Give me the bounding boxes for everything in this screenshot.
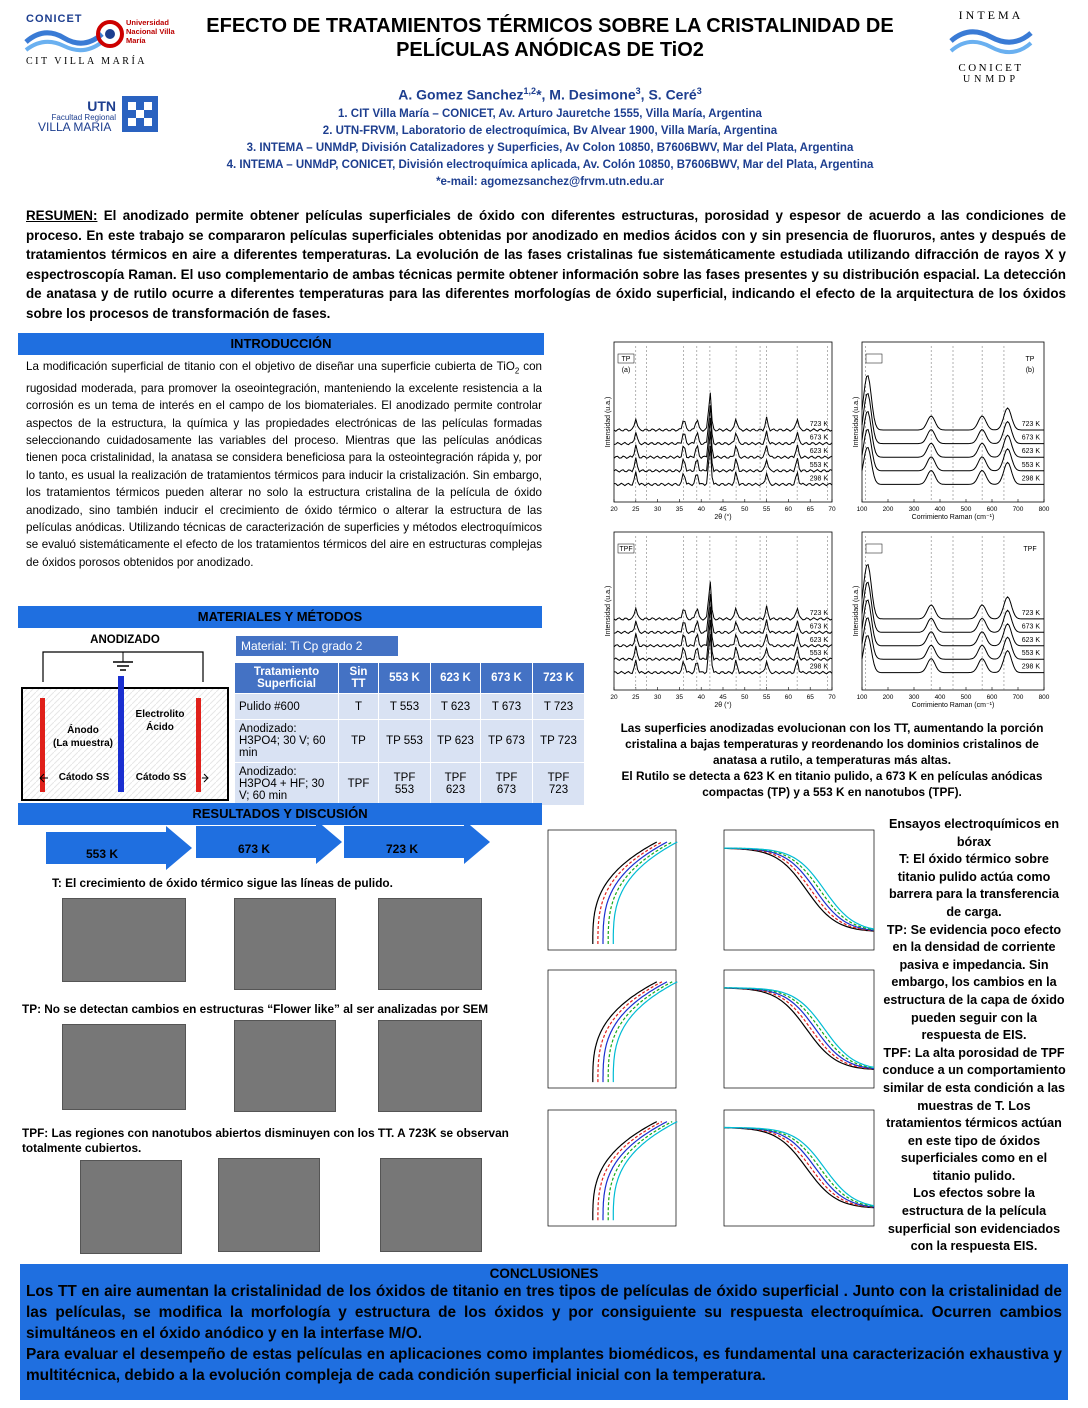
temperature-label: 553 K: [809, 650, 828, 658]
anode-label: Ánodo (La muestra): [52, 725, 113, 749]
methods-heading: MATERIALES Y MÉTODOS: [18, 606, 542, 628]
utn-logo: [38, 96, 158, 134]
panel-sublabel: (a): [621, 367, 631, 374]
axis-tick-label: 65: [806, 694, 814, 701]
axis-label: 2θ (°): [714, 514, 732, 521]
sem-caption-tp: TP: No se detectan cambios en estructuras “Flower like” al ser analizadas por SEM: [22, 1002, 489, 1016]
authors: A. Gomez Sanchez$^{1,2}$*, M. Desimone$^3$, S. Ceré$^3$: [398, 86, 702, 103]
axis-tick-label: 30: [653, 506, 662, 513]
axis-tick-label: 35: [675, 694, 684, 701]
axis-tick-label: 60: [784, 694, 793, 701]
axis-tick-label: 40: [697, 506, 705, 513]
table-header: Tratamiento Superficial: [235, 663, 339, 694]
utn-logo-city: VILLA MARIA: [38, 120, 112, 134]
temperature-label: 673 K: [809, 623, 828, 631]
table-header: 723 K: [533, 663, 585, 694]
intro-text: La modificación superficial de titanio con el objetivo de diseñar una superficie cubierta de TiO$_2$ con rugosidad moderada, para promover la oseointegración, manteniendo la excelente resistencia a la corrosión es un tema de interés en el campo de los biomateriales. El anodizado permite controlar aspectos de la estructura, la química y las propiedades electrónicas de las películas formadas seleccionando cuidadosamente las variables del proceso. Mientras que las películas anódicas tienen poca cristalinidad, la anatasa se considera beneficiosa para la osteointegración rápida y, por lo tanto, es usual la realización de tratamientos térmicos para inducir la cristalización. Sin embargo, los tratamientos térmicos pueden alterar no solo la estructura cristalina de la película de óxido anodizado, sino también inducir el crecimiento de óxido térmico o alterar la estructura de las películas anódicas. Utilizando técnicas de caracterización de superficies y métodos electroquímicos se evaluó sistemáticamente el efecto de los tratamientos térmicos del aire en estructuras complejas de óxidos porosos obtenidos por anodizado.: [26, 360, 542, 569]
abstract-text: El anodizado permite obtener películas superficiales de óxido con diferentes estructuras, porosidad y espesor de acuerdo a las condiciones de proceso. En este trabajo se compararon películas superficiales obtenidas por anodizado en medios ácidos con y sin presencia de fluoruros, antes y después de tratamientos térmicos en aire a diferentes temperaturas. La evolución de las fases cristalinas fue sistemáticamente estudiada utilizando difracción de rayos X y espectroscopía Raman. El uso complementario de ambas técnicas permite obtener información sobre las fases presentes y su distribución espacial. La detección de anatasa y de rutilo ocurre a diferentes temperaturas para las diferentes morfologías de óxido superficial, indicando el efecto de la arquitectura de los óxidos sobre los procesos de transformación de fases.: [26, 208, 1066, 321]
axis-tick-label: 70: [828, 694, 836, 701]
affiliation-4: 4. INTEMA – UNMdP, CONICET, División electroquímica aplicada, Av. Colón 10850, B7606BWV, Mar del Plata, Argentina: [226, 159, 874, 171]
abstract: [26, 206, 1066, 323]
temperature-label: 723 K: [1021, 609, 1040, 617]
sem-image-t-553: [62, 898, 186, 982]
axis-label: Corrimiento Raman (cm⁻¹): [911, 514, 995, 521]
axis-tick-label: 55: [762, 506, 771, 513]
sem-image-tpf-673: [218, 1158, 320, 1252]
axis-tick-label: 800: [1038, 694, 1050, 701]
axis-tick-label: 700: [1012, 694, 1024, 701]
conclusions-box: [20, 1264, 1068, 1400]
electrochem-note-t: T: El óxido térmico sobre titanio pulido actúa como barrera para la transferencia de carga.: [888, 852, 1060, 919]
intema-wave-icon: [947, 23, 1035, 57]
temperature-label: 623 K: [1021, 448, 1040, 456]
axis-label: 2θ (°): [714, 702, 732, 709]
temperature-label: 673 K: [809, 434, 828, 442]
xrd-caption: Las superficies anodizadas evolucionan con los TT, aumentando la porción cristalina a bajas temperaturas y reordenando los dominios cristalinos de anatasa a rutilo, a temperaturas más altas. El Rutilo se detecta a 623 K en titanio pulido, a 673 K en películas anódicas compactas (TP) y a 553 K en nanotubos (TPF).: [620, 721, 1044, 799]
intro-heading: INTRODUCCIÓN: [18, 333, 544, 355]
axis-tick-label: 500: [960, 506, 972, 513]
electrochem-note-end: Los efectos sobre la estructura de la película superficial son evidenciados con la respuesta EIS.: [887, 1186, 1061, 1254]
affiliations: [150, 106, 950, 191]
conclusions-p2: Para evaluar el desempeño de estas películas en aplicaciones como implantes biomédicos, es fundamental una caracterización exhaustiva y multitécnica, debido a la evolución compleja de cada condición superficial inicial con la temperatura.: [26, 1346, 1062, 1384]
sem-image-tp-553: [62, 1024, 186, 1110]
temperature-label: 298 K: [809, 475, 828, 483]
electrolyte-label: Electrolito Ácido: [135, 709, 185, 733]
sem-image-t-723: [378, 898, 482, 990]
axis-label: Intensidad (u.a.): [605, 396, 612, 448]
unmdp-text: UNMDP: [962, 74, 1020, 85]
sem-image-tp-723: [378, 1020, 482, 1112]
axis-tick-label: 35: [675, 506, 684, 513]
axis-tick-label: 50: [741, 694, 749, 701]
sem-caption-t: T: El crecimiento de óxido térmico sigue las líneas de pulido.: [52, 876, 393, 890]
contact-email[interactable]: *e-mail: agomezsanchez@frvm.utn.edu.ar: [436, 176, 664, 188]
unvm-logo-text: Universidad Nacional Villa María: [126, 18, 175, 45]
temp-arrow-723: 723 K: [344, 820, 490, 864]
anodizing-title: ANODIZADO: [90, 634, 160, 646]
cathode-label-left: Cátodo SS: [58, 772, 110, 783]
panel-label: TP: [1025, 356, 1035, 363]
electrochem-title: Ensayos electroquímicos en bórax: [888, 817, 1060, 849]
anodizing-diagram: [18, 632, 232, 802]
temperature-label: 673 K: [1021, 623, 1040, 631]
axis-tick-label: 300: [908, 506, 920, 513]
electrochem-plots: [544, 824, 880, 1228]
temperature-label: 723 K: [1021, 421, 1040, 428]
axis-tick-label: 20: [610, 506, 618, 513]
xrd-raman-figure: [604, 336, 1054, 720]
axis-label: Intensidad (u.a.): [853, 396, 860, 448]
intema-logo-text: INTEMA: [958, 8, 1024, 22]
axis-tick-label: 70: [828, 506, 836, 513]
table-row: Anodizado: H3PO4; 30 V; 60 min TP TP 553 TP 623 TP 673 TP 723: [235, 720, 585, 763]
panel-label: TPF: [1023, 546, 1037, 553]
sem-image-tp-673: [234, 1020, 336, 1112]
axis-tick-label: 200: [882, 506, 894, 513]
sem-image-tpf-723: [380, 1158, 482, 1252]
axis-tick-label: 55: [762, 694, 771, 701]
axis-tick-label: 25: [632, 506, 640, 513]
conclusions-heading: CONCLUSIONES: [489, 1266, 599, 1281]
abstract-label: RESUMEN:: [26, 208, 98, 223]
sem-caption-tpf: TPF: Las regiones con nanotubos abiertos disminuyen con los TT. A 723K se observan totalmente cubiertos.: [22, 1126, 509, 1155]
table-row: Pulido #600 T T 553 T 623 T 673 T 723: [235, 694, 585, 720]
axis-tick-label: 100: [856, 506, 868, 513]
axis-tick-label: 500: [960, 694, 972, 701]
axis-tick-label: 65: [806, 506, 814, 513]
temperature-label: 553 K: [1021, 461, 1040, 469]
unvm-logo: [96, 14, 180, 56]
axis-tick-label: 25: [632, 694, 640, 701]
table-header: Sin TT: [339, 663, 379, 694]
conclusions-p1: Los TT en aire aumentan la cristalinidad de los óxidos de titanio en tres tipos de películas de óxido superficial . Junto con la cristalinidad de las películas, se modifica la morfología y estructura de los óxidos y por consiguiente su respuesta electroquímica. Ocurren cambios simultáneos en el óxido anódico y en la interfase M/O.: [26, 1283, 1062, 1342]
temperature-label: 723 K: [809, 421, 828, 428]
axis-tick-label: 200: [882, 694, 894, 701]
panel-label: TPF: [619, 546, 633, 553]
affiliation-1: 1. CIT Villa María – CONICET, Av. Arturo Jauretche 1555, Villa María, Argentina: [338, 108, 762, 120]
electrochem-notes: [882, 816, 1066, 1256]
temp-arrow-673: 673 K: [196, 820, 342, 864]
table-header: 553 K: [379, 663, 431, 694]
intema-conicet-text: CONICET: [958, 62, 1024, 74]
axis-label: Intensidad (u.a.): [853, 585, 860, 637]
axis-tick-label: 45: [719, 506, 727, 513]
panel-sublabel: (b): [1025, 367, 1035, 374]
axis-tick-label: 45: [719, 694, 727, 701]
axis-tick-label: 400: [934, 694, 946, 701]
axis-tick-label: 100: [856, 694, 868, 701]
axis-tick-label: 400: [934, 506, 946, 513]
electrochem-note-tpf: TPF: La alta porosidad de TPF conduce a un comportamiento similar de esta condición a las muestras de T. Los tratamientos térmicos actúan en este tipo de óxidos superficiales como en el titanio pulido.: [882, 1045, 1066, 1183]
utn-logo-sub: Facultad Regional: [51, 113, 116, 122]
intema-logo: [946, 8, 1036, 94]
sem-image-tpf-553: [80, 1160, 182, 1254]
cit-logo-text: CIT VILLA MARÍA: [26, 56, 148, 67]
axis-tick-label: 40: [697, 694, 705, 701]
temperature-label: 623 K: [809, 636, 828, 644]
axis-tick-label: 600: [986, 506, 998, 513]
conicet-logo: [24, 12, 104, 58]
temperature-label: 623 K: [1021, 636, 1040, 644]
affiliation-3: 3. INTEMA – UNMdP, División Catalizadores y Superficies, Av Colon 10850, B7606BWV, Mar del Plata, Argentina: [246, 142, 854, 154]
axis-tick-label: 700: [1012, 506, 1024, 513]
axis-tick-label: 300: [908, 694, 920, 701]
affiliation-2: 2. UTN-FRVM, Laboratorio de electroquímica, Bv Alvear 1900, Villa María, Argentina: [322, 125, 778, 137]
results-heading: RESULTADOS Y DISCUSIÓN: [18, 803, 542, 825]
cathode-label-right: Cátodo SS: [135, 772, 187, 783]
axis-label: Intensidad (u.a.): [605, 585, 612, 637]
temperature-label: 553 K: [809, 461, 828, 469]
electrochem-note-tp: TP: Se evidencia poco efecto en la densidad de corriente pasiva e impedancia. Sin embargo, los cambios en la estructura de la capa de óxido pueden seguir con la respuesta de EIS.: [883, 922, 1065, 1043]
axis-label: Corrimiento Raman (cm⁻¹): [911, 702, 995, 709]
temperature-label: 723 K: [809, 609, 828, 617]
temperature-label: 298 K: [1021, 475, 1040, 483]
temperature-label: 298 K: [809, 663, 828, 671]
temperature-label: 553 K: [1021, 650, 1040, 658]
poster-title: EFECTO DE TRATAMIENTOS TÉRMICOS SOBRE LA CRISTALINIDAD DE PELÍCULAS ANÓDICAS DE TiO2: [206, 15, 894, 61]
axis-tick-label: 50: [741, 506, 749, 513]
temperature-label: 673 K: [1021, 434, 1040, 442]
material-label: Material: Ti Cp grado 2: [236, 636, 398, 656]
axis-tick-label: 30: [653, 694, 662, 701]
axis-tick-label: 20: [610, 694, 618, 701]
table-row: Anodizado: H3PO4 + HF; 30 V; 60 min TPF TPF 553 TPF 623 TPF 673 TPF 723: [235, 763, 585, 806]
svg-text:CONICET: CONICET: [26, 13, 83, 25]
axis-tick-label: 60: [784, 506, 793, 513]
temperature-label: 623 K: [809, 448, 828, 456]
axis-tick-label: 800: [1038, 506, 1050, 513]
utn-logo-text: UTN: [87, 98, 116, 114]
temp-arrow-553: 553 K: [46, 826, 192, 870]
panel-label: TP: [621, 356, 631, 363]
table-header: 673 K: [481, 663, 533, 694]
treatment-table: [234, 662, 585, 806]
temperature-label: 298 K: [1021, 663, 1040, 671]
axis-tick-label: 600: [986, 694, 998, 701]
table-header: 623 K: [431, 663, 481, 694]
sem-image-t-673: [234, 898, 336, 990]
